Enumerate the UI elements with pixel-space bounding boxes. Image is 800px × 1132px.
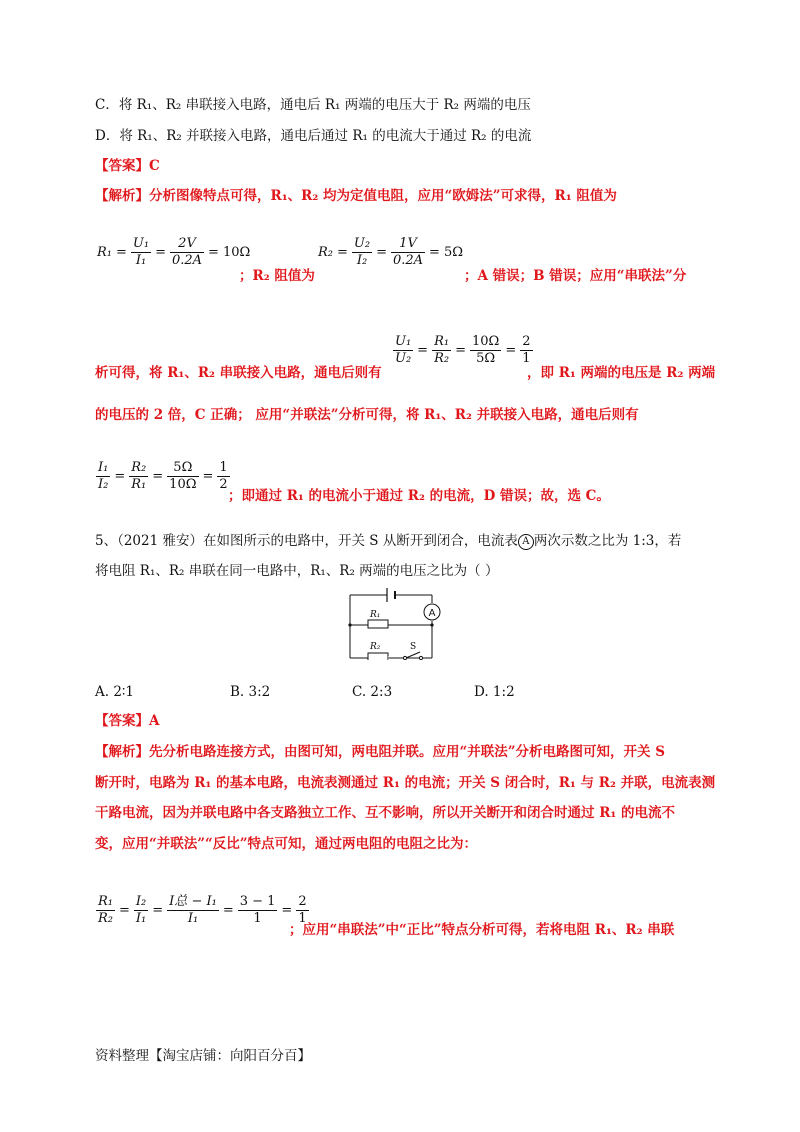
analysis-line: 【解析】先分析电路连接方式，由图可知，两电阻并联。应用“并联法”分析电路图可知，开关 S <box>95 744 665 760</box>
r2-label: R₂ <box>370 642 381 652</box>
analysis-line: 干路电流，因为并联电路中各支路独立工作、互不影响，所以开关断开和闭合时通过 R₁ 的电流不 <box>95 805 676 821</box>
switch-label: S <box>410 642 417 652</box>
option-c: C. 2:3 <box>352 684 393 700</box>
analysis-line: 析可得，将 R₁、R₂ 串联接入电路，通电后则有 <box>95 365 382 381</box>
analysis-line: ；即通过 R₁ 的电流小于通过 R₂ 的电流，D 错误；故，选 C。 <box>228 488 610 504</box>
option-d: D. 1:2 <box>474 684 515 700</box>
analysis-line: 【解析】分析图像特点可得，R₁、R₂ 均为定值电阻，应用“欧姆法”可求得，R₁ 阻值为 <box>95 188 617 204</box>
analysis-line: ；A 错误；B 错误；应用“串联法”分 <box>464 268 687 284</box>
answer-label: 【答案】C <box>95 158 160 174</box>
formula-r1: R₁ = $\frac{\text{U₁}}{\text{I₁}}$ = $\frac{2V}{0.2A}$ = 10Ω <box>97 236 251 268</box>
option-d: D．将 R₁、R₂ 并联接入电路，通电后通过 R₁ 的电流大于通过 R₂ 的电流 <box>95 128 532 144</box>
formula-ratio: $\frac{\text{R₁}}{\text{R₂}}$ = $\frac{\text{I₂}}{\text{I₁}}$ = $\frac{\text{I总 − I₁}}{\text{I₁}}$ = $\frac{3 - 1}{1}$ = $\frac{2}{1}$ <box>98 894 307 926</box>
option-b: B. 3:2 <box>230 684 271 700</box>
option-c: C．将 R₁、R₂ 串联接入电路，通电后 R₁ 两端的电压大于 R₂ 两端的电压 <box>95 97 531 113</box>
analysis-line: 断开时，电路为 R₁ 的基本电路，电流表测通过 R₁ 的电流；开关 S 闭合时，R₁ 与 R₂ 并联，电流表测 <box>95 775 716 791</box>
answer-label: 【答案】A <box>95 713 160 729</box>
meter-label: A <box>428 608 436 619</box>
formula-series: $\frac{\text{U₁}}{\text{U₂}}$ = $\frac{\text{R₁}}{\text{R₂}}$ = $\frac{10\Omega}{5\Omega}$ = $\frac{2}{1}$ <box>395 334 531 366</box>
analysis-line: 的电压的 2 倍，C 正确； 应用“并联法”分析可得，将 R₁、R₂ 并联接入电路，通电后则有 <box>95 407 639 423</box>
r1-label: R₁ <box>370 610 381 620</box>
option-a: A. 2∶1 <box>95 684 135 700</box>
formula-r2: R₂ = $\frac{\text{U₂}}{\text{I₂}}$ = $\frac{1V}{0.2A}$ = 5Ω <box>318 236 464 268</box>
question-stem: 5、（2021 雅安）在如图所示的电路中，开关 S 从断开到闭合，电流表 A 两次示数之比为 1:3，若 <box>95 533 682 549</box>
formula-parallel: $\frac{\text{I₁}}{\text{I₂}}$ = $\frac{\text{R₂}}{\text{R₁}}$ = $\frac{5\Omega}{10\Omega}$ = $\frac{1}{2}$ <box>98 460 228 492</box>
analysis-line: ；R₂ 阻值为 <box>239 268 315 284</box>
analysis-line: ，即 R₁ 两端的电压是 R₂ 两端 <box>527 365 716 381</box>
analysis-line: 变，应用“并联法”“反比”特点可知，通过两电阻的电阻之比为： <box>95 836 478 852</box>
analysis-line: ；应用“串联法”中“正比”特点分析可得，若将电阻 R₁、R₂ 串联 <box>289 922 675 938</box>
circuit-diagram <box>340 585 460 660</box>
question-stem: 将电阻 R₁、R₂ 串联在同一电路中，R₁、R₂ 两端的电压之比为（ ） <box>95 563 499 579</box>
footer-text: 资料整理【淘宝店铺：向阳百分百】 <box>95 1048 311 1064</box>
ammeter-symbol: A <box>518 534 534 550</box>
